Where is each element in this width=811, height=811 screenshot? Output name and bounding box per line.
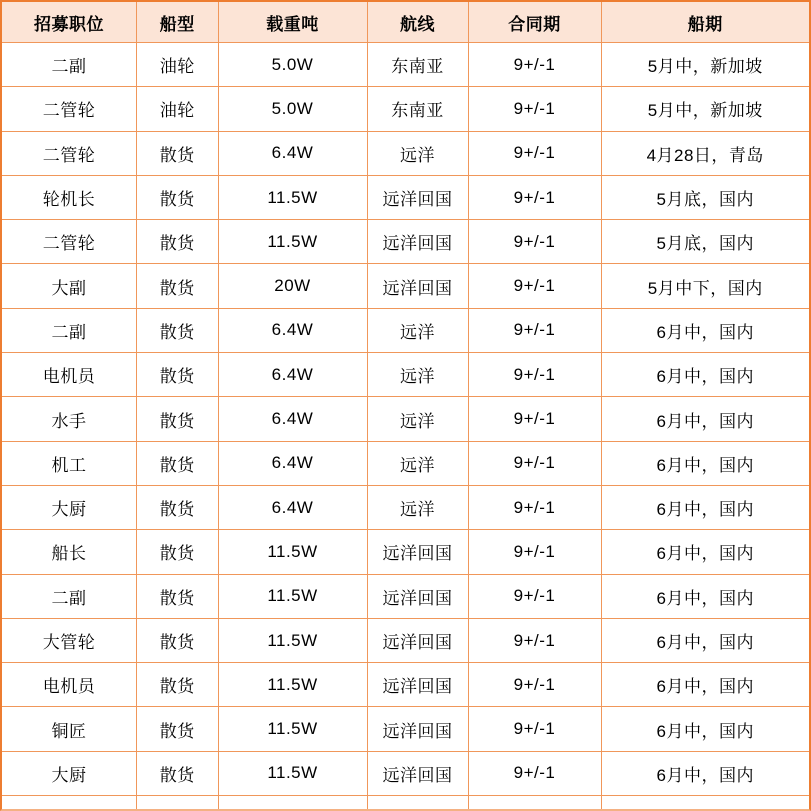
cell-schedule: 6月中，国内 — [656, 588, 754, 608]
table-row — [2, 619, 809, 663]
cell-position: 二管轮 — [2, 132, 137, 175]
cell-position: 大副 — [2, 264, 137, 307]
cell-route: 远洋回国 — [368, 663, 469, 706]
cell-position: 水手 — [2, 397, 137, 440]
cell-contract: 9+/-1 — [469, 132, 602, 175]
cell-route: 远洋 — [368, 397, 469, 440]
column-header-position: 招募职位 — [2, 2, 137, 42]
cell-contract: 9+/-1 — [469, 87, 602, 130]
cell-route: 远洋回国 — [368, 176, 469, 219]
cell-ship-type: 散货 — [137, 663, 219, 706]
cell-position: 二副 — [2, 309, 137, 352]
cell-schedule: 4月28日，青岛 — [646, 145, 764, 165]
cell-contract: 9+/-1 — [469, 43, 602, 86]
cell-ship-type: 散货 — [137, 575, 219, 618]
cell-route: 远洋 — [368, 132, 469, 175]
cell-deadweight: 11.5W — [219, 530, 368, 573]
table-row — [2, 707, 809, 751]
column-header-deadweight: 载重吨 — [219, 2, 368, 42]
table-row — [2, 752, 809, 796]
table-row — [2, 309, 809, 353]
table-row — [2, 220, 809, 264]
table-row — [2, 486, 809, 530]
cell-position: 船长 — [2, 530, 137, 573]
cell-position: 大厨 — [2, 752, 137, 795]
cell-ship-type: 散货 — [137, 442, 219, 485]
cell-ship-type: 散货 — [137, 619, 219, 662]
cell-schedule: 6月中，国内 — [656, 322, 754, 342]
cell-ship-type: 散货 — [137, 530, 219, 573]
cell-empty — [469, 796, 602, 809]
table-row — [2, 442, 809, 486]
cell-ship-type: 散货 — [137, 176, 219, 219]
cell-route: 远洋 — [368, 486, 469, 529]
cell-schedule: 6月中，国内 — [656, 633, 754, 652]
cell-route: 东南亚 — [368, 43, 469, 86]
cell-deadweight: 11.5W — [219, 707, 368, 750]
cell-deadweight: 6.4W — [219, 309, 368, 352]
cell-schedule: 5月底，国内 — [656, 234, 754, 254]
cell-route: 远洋回国 — [368, 575, 469, 618]
cell-position: 电机员 — [2, 663, 137, 706]
cell-route: 远洋回国 — [368, 619, 469, 662]
cell-contract: 9+/-1 — [469, 176, 602, 219]
cell-route: 远洋回国 — [368, 220, 469, 263]
cell-schedule: 5月中，新加坡 — [647, 57, 763, 77]
table-row — [2, 264, 809, 308]
cell-route: 远洋 — [368, 309, 469, 352]
cell-position: 大管轮 — [2, 619, 137, 662]
cell-deadweight: 6.4W — [219, 353, 368, 396]
cell-ship-type: 散货 — [137, 397, 219, 440]
column-header-contract: 合同期 — [469, 2, 602, 42]
cell-position: 二管轮 — [2, 87, 137, 130]
cell-schedule: 6月中，国内 — [656, 455, 754, 475]
cell-contract: 9+/-1 — [469, 575, 602, 618]
cell-deadweight: 6.4W — [219, 132, 368, 175]
cell-empty — [602, 796, 810, 809]
cell-ship-type: 散货 — [137, 220, 219, 263]
cell-ship-type: 油轮 — [137, 43, 219, 86]
cell-deadweight: 11.5W — [219, 619, 368, 662]
cell-empty — [368, 796, 469, 809]
cell-schedule: 5月中下，国内 — [647, 278, 763, 298]
cell-deadweight: 6.4W — [219, 486, 368, 529]
cell-deadweight: 20W — [219, 264, 368, 307]
cell-position: 二副 — [2, 43, 137, 86]
cell-route: 远洋回国 — [368, 264, 469, 307]
cell-ship-type: 散货 — [137, 486, 219, 529]
cell-empty — [2, 796, 137, 809]
column-header-ship-type: 船型 — [137, 2, 219, 42]
cell-contract: 9+/-1 — [469, 309, 602, 352]
cell-contract: 9+/-1 — [469, 663, 602, 706]
cell-position: 电机员 — [2, 353, 137, 396]
cell-schedule: 6月中，国内 — [656, 765, 754, 785]
table-row — [2, 176, 809, 220]
cell-contract: 9+/-1 — [469, 752, 602, 795]
table-row — [2, 87, 809, 131]
cell-deadweight: 11.5W — [219, 752, 368, 795]
cell-schedule: 6月中，国内 — [656, 677, 754, 697]
table-row — [2, 353, 809, 397]
cell-deadweight: 5.0W — [219, 43, 368, 86]
cell-ship-type: 散货 — [137, 353, 219, 396]
cell-schedule: 6月中，国内 — [656, 367, 754, 387]
cell-position: 轮机长 — [2, 176, 137, 219]
cell-route: 远洋 — [368, 442, 469, 485]
cell-ship-type: 散货 — [137, 264, 219, 307]
cell-schedule: 5月底，国内 — [656, 190, 754, 210]
cell-deadweight: 5.0W — [219, 87, 368, 130]
cell-contract: 9+/-1 — [469, 530, 602, 573]
cell-contract: 9+/-1 — [469, 619, 602, 662]
cell-position: 二管轮 — [2, 220, 137, 263]
cell-position: 二副 — [2, 575, 137, 618]
cell-ship-type: 散货 — [137, 309, 219, 352]
cell-position: 机工 — [2, 442, 137, 485]
table-row — [2, 530, 809, 574]
cell-ship-type: 散货 — [137, 752, 219, 795]
table-header-row — [2, 2, 809, 43]
cell-route: 东南亚 — [368, 87, 469, 130]
cell-empty — [219, 796, 368, 809]
cell-route: 远洋回国 — [368, 707, 469, 750]
cell-deadweight: 11.5W — [219, 220, 368, 263]
table-row — [2, 397, 809, 441]
cell-deadweight: 6.4W — [219, 397, 368, 440]
cell-contract: 9+/-1 — [469, 707, 602, 750]
cell-position: 铜匠 — [2, 707, 137, 750]
cell-contract: 9+/-1 — [469, 397, 602, 440]
cell-schedule: 6月中，国内 — [656, 544, 754, 564]
cell-contract: 9+/-1 — [469, 264, 602, 307]
cell-contract: 9+/-1 — [469, 353, 602, 396]
cell-schedule: 6月中，国内 — [656, 411, 754, 431]
cell-ship-type: 散货 — [137, 132, 219, 175]
cell-ship-type: 散货 — [137, 707, 219, 750]
table-row — [2, 132, 809, 176]
cell-empty — [137, 796, 219, 809]
column-header-route: 航线 — [368, 2, 469, 42]
column-header-schedule: 船期 — [687, 14, 723, 34]
cell-contract: 9+/-1 — [469, 220, 602, 263]
table-row — [2, 43, 809, 87]
cell-route: 远洋回国 — [368, 530, 469, 573]
cell-contract: 9+/-1 — [469, 486, 602, 529]
cell-deadweight: 11.5W — [219, 663, 368, 706]
cell-route: 远洋 — [368, 353, 469, 396]
table-row — [2, 575, 809, 619]
cell-schedule: 6月中，国内 — [656, 721, 754, 741]
cell-position: 大厨 — [2, 486, 137, 529]
cell-contract: 9+/-1 — [469, 442, 602, 485]
cell-deadweight: 6.4W — [219, 442, 368, 485]
cell-deadweight: 11.5W — [219, 575, 368, 618]
cell-ship-type: 油轮 — [137, 87, 219, 130]
cell-route: 远洋回国 — [368, 752, 469, 795]
cell-schedule: 6月中，国内 — [656, 500, 754, 520]
cell-deadweight: 11.5W — [219, 176, 368, 219]
cell-schedule: 5月中，新加坡 — [647, 101, 763, 121]
table-row-partial — [2, 796, 809, 809]
table-row — [2, 663, 809, 707]
